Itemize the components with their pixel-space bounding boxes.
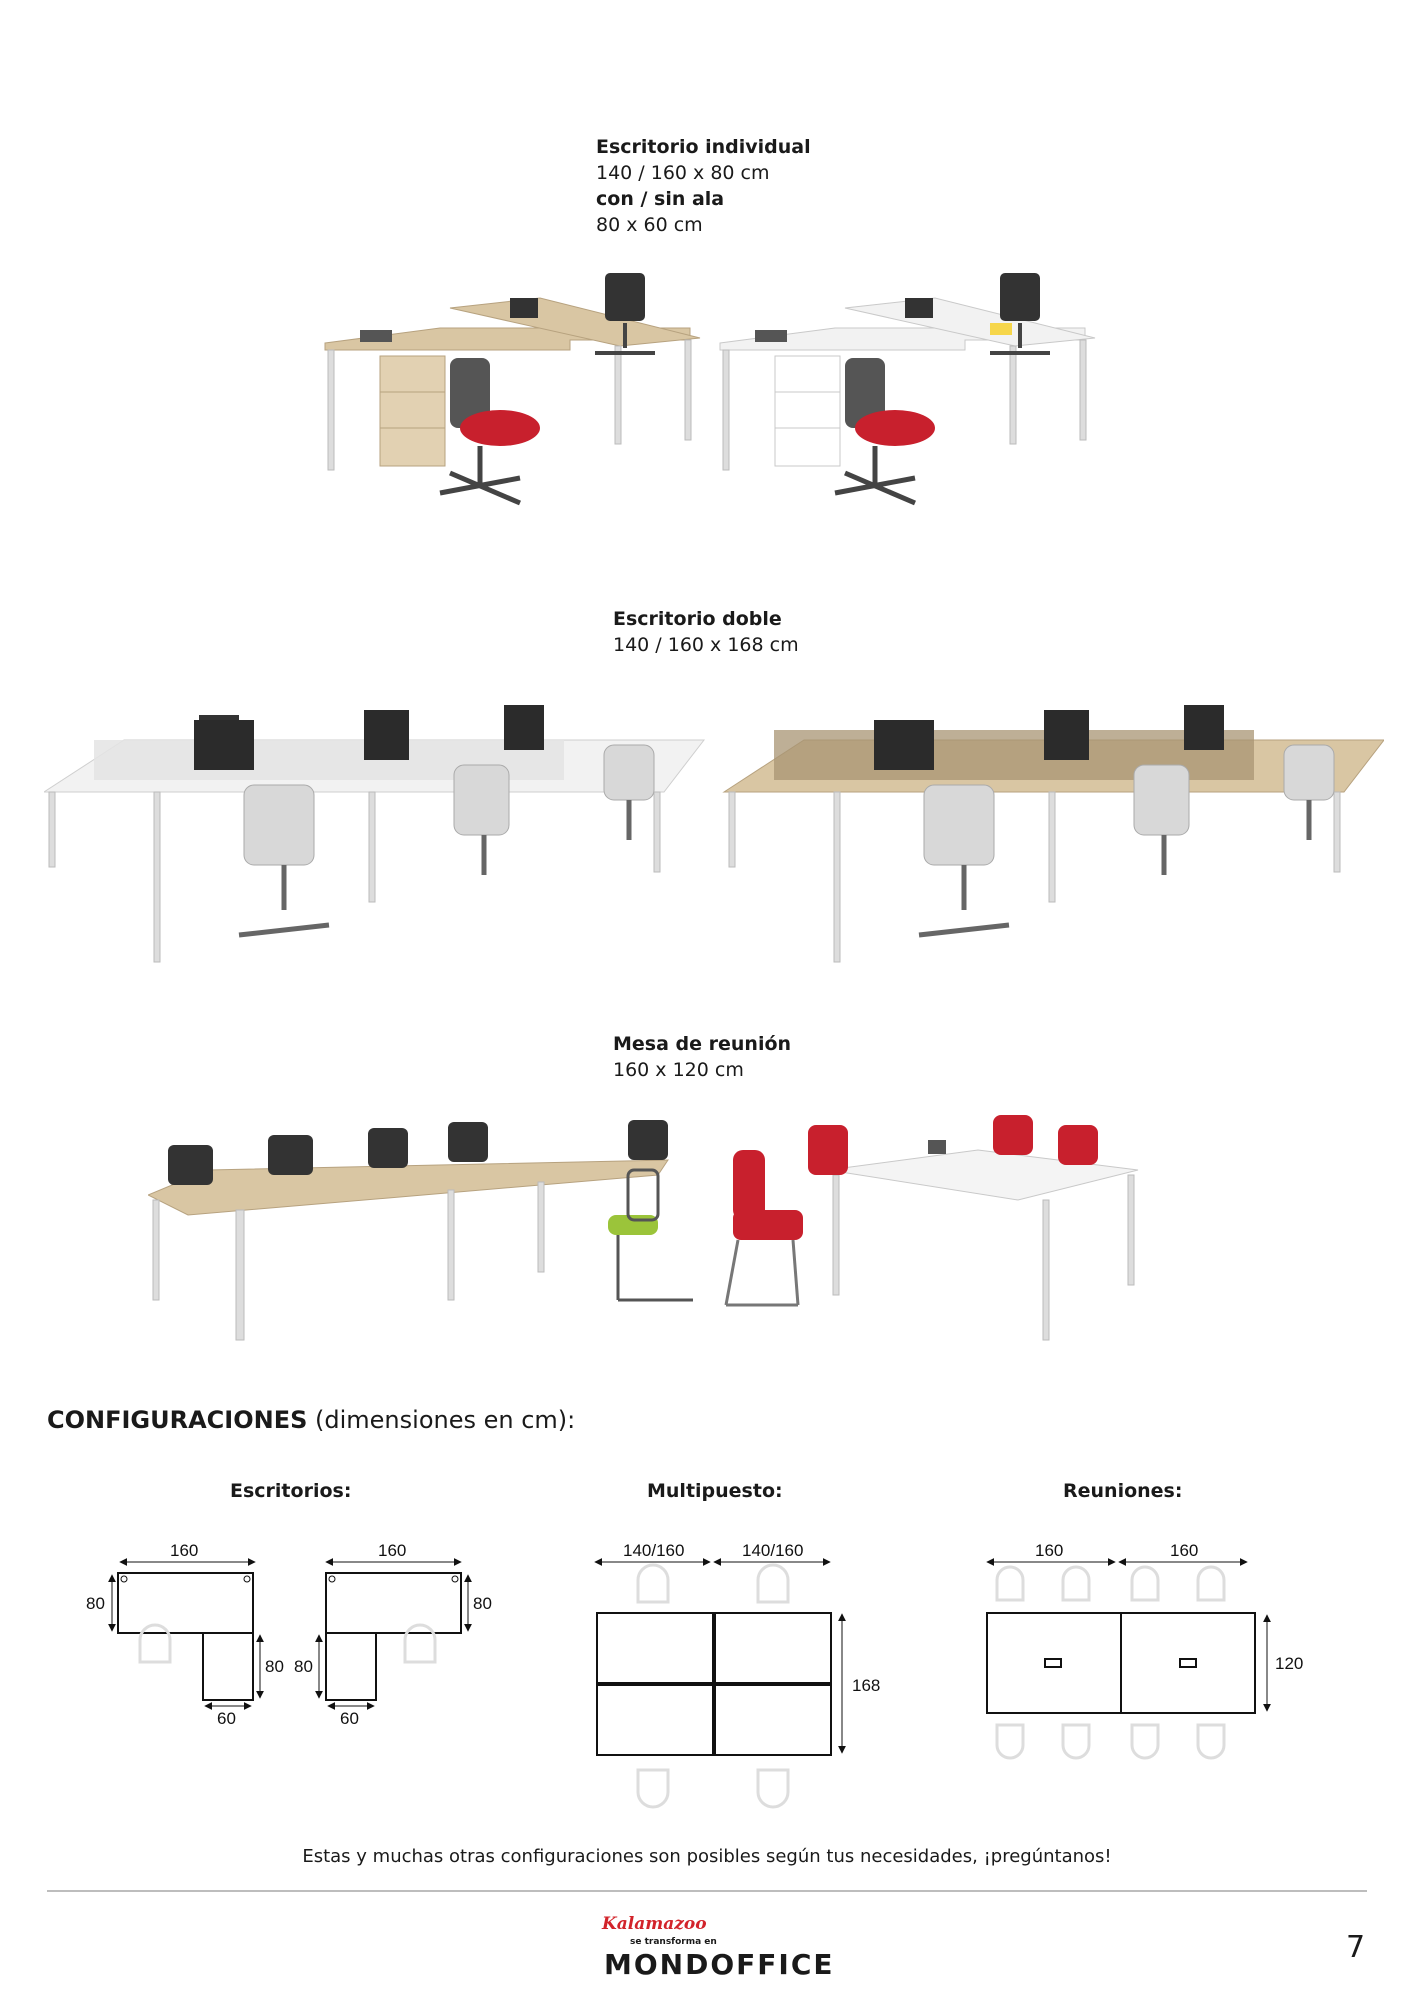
dim-height-r: 80 xyxy=(473,1594,492,1613)
config-title xyxy=(47,1406,575,1434)
dim-width: 160 xyxy=(170,1541,199,1560)
caption-dim: 140 / 160 x 168 cm xyxy=(613,634,799,656)
caption-reunion xyxy=(613,1031,791,1083)
dim-width-1: 160 xyxy=(1035,1541,1064,1560)
caption-title: Escritorio doble xyxy=(613,608,782,630)
oak-meeting-table xyxy=(148,1120,693,1340)
footer-note: Estas y muchas otras configuraciones son posibles según tus necesidades, ¡pregúntanos! xyxy=(302,1846,1112,1867)
photo-double-desks xyxy=(44,700,1384,970)
oak-l-desk xyxy=(325,273,700,503)
dim-height: 120 xyxy=(1275,1654,1304,1673)
brand-tagline: se transforma en xyxy=(630,1937,717,1947)
white-meeting-table xyxy=(726,1115,1138,1340)
diagram-escritorios xyxy=(60,1530,510,1750)
dim-width-r: 160 xyxy=(378,1541,407,1560)
diagram-multipuesto xyxy=(580,1530,880,1830)
page-number: 7 xyxy=(1346,1930,1366,1965)
dim-width-2: 140/160 xyxy=(742,1541,804,1560)
label-multipuesto: Multipuesto: xyxy=(647,1480,783,1502)
dim-width-1: 140/160 xyxy=(623,1541,685,1560)
caption-title-2: con / sin ala xyxy=(596,188,725,210)
dim-width-2: 160 xyxy=(1170,1541,1199,1560)
dim-height: 168 xyxy=(852,1676,880,1695)
diagram-reuniones xyxy=(975,1530,1315,1790)
caption-individual xyxy=(596,134,811,238)
photo-individual-desks xyxy=(320,268,1100,528)
brand-kalamazoo-logo: Kalamazoo xyxy=(602,1914,707,1934)
caption-dim-2: 80 x 60 cm xyxy=(596,214,703,236)
label-escritorios: Escritorios: xyxy=(230,1480,352,1502)
dim-wing-height-r: 80 xyxy=(294,1657,313,1676)
photo-meeting-tables xyxy=(148,1110,1148,1360)
white-l-desk xyxy=(720,273,1095,503)
config-title-rest: (dimensiones en cm): xyxy=(307,1406,576,1434)
white-bench xyxy=(44,705,704,962)
caption-dim: 140 / 160 x 80 cm xyxy=(596,162,770,184)
label-reuniones: Reuniones: xyxy=(1063,1480,1183,1502)
caption-title: Escritorio individual xyxy=(596,136,811,158)
dim-height: 80 xyxy=(86,1594,105,1613)
caption-doble xyxy=(613,606,799,658)
brand-mondoffice-logo: MONDOFFICE xyxy=(604,1948,835,1981)
dim-wing-width: 60 xyxy=(217,1709,236,1728)
caption-dim: 160 x 120 cm xyxy=(613,1059,744,1081)
dim-wing-width-r: 60 xyxy=(340,1709,359,1728)
dim-wing-height: 80 xyxy=(265,1657,284,1676)
config-title-bold: CONFIGURACIONES xyxy=(47,1406,308,1434)
footer-divider xyxy=(47,1890,1367,1892)
caption-title: Mesa de reunión xyxy=(613,1033,792,1055)
oak-bench xyxy=(724,705,1384,962)
